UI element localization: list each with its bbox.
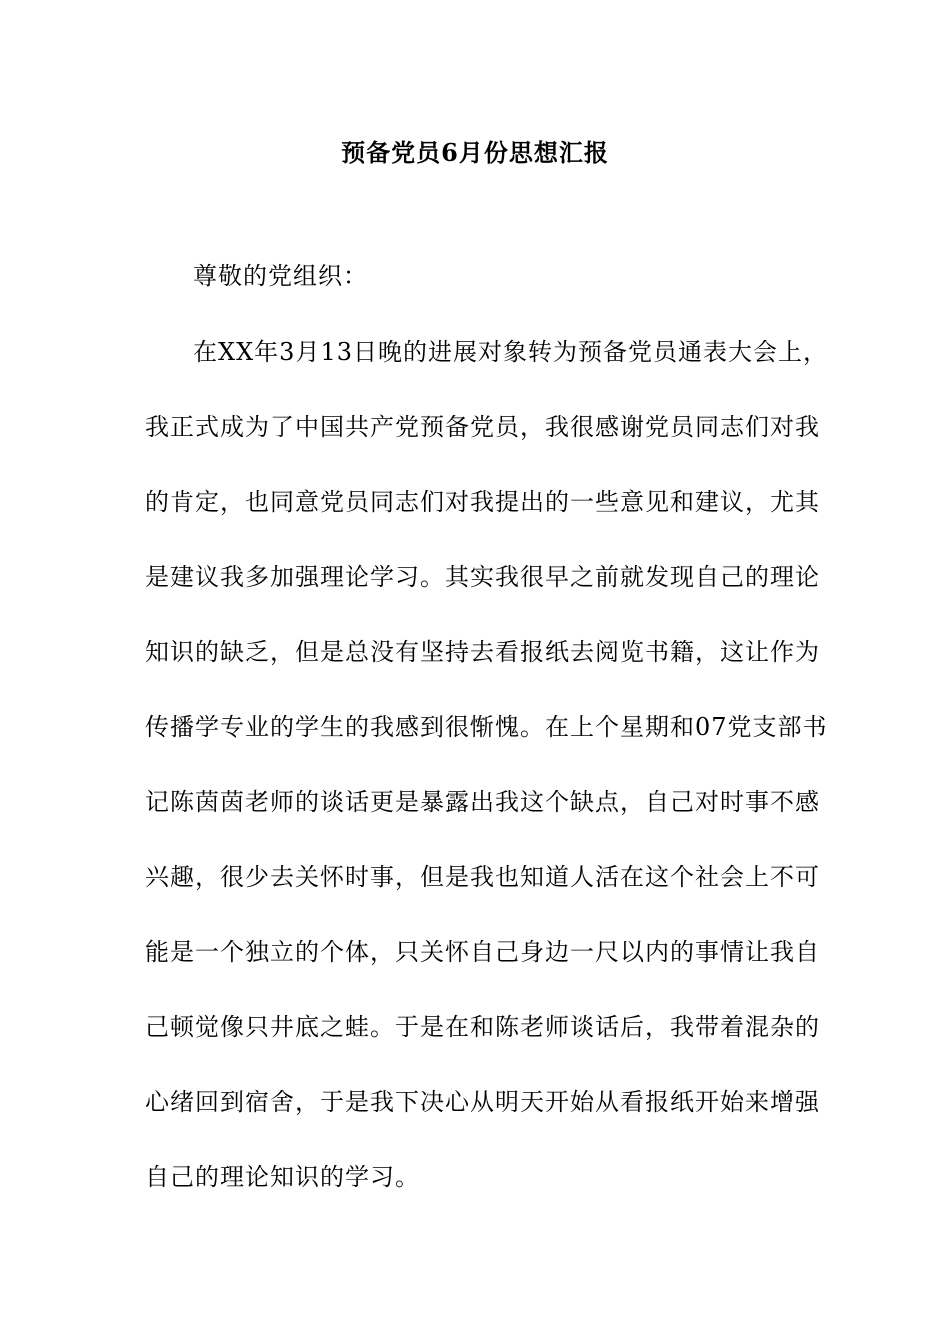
body-line: 我正式成为了中国共产党预备党员，我很感谢党员同志们对我 — [145, 413, 820, 441]
body-line: 自己的理论知识的学习。 — [145, 1163, 420, 1191]
body-line: 能是一个独立的个体，只关怀自己身边一尺以内的事情让我自 — [145, 938, 820, 966]
body-line: 传播学专业的学生的我感到很惭愧。在上个星期和07党支部书 — [145, 713, 828, 741]
document-title: 预备党员6月份思想汇报 — [341, 138, 609, 167]
salutation: 尊敬的党组织： — [193, 262, 368, 290]
body-line: 是建议我多加强理论学习。其实我很早之前就发现自己的理论 — [145, 563, 820, 591]
body-line: 心绪回到宿舍，于是我下决心从明天开始从看报纸开始来增强 — [145, 1088, 820, 1116]
body-line: 在XX年3月13日晚的进展对象转为预备党员通表大会上， — [193, 338, 828, 366]
body-line: 的肯定，也同意党员同志们对我提出的一些意见和建议，尤其 — [145, 488, 820, 516]
body-line: 己顿觉像只井底之蛙。于是在和陈老师谈话后，我带着混杂的 — [145, 1013, 820, 1041]
body-line: 记陈茵茵老师的谈话更是暴露出我这个缺点，自己对时事不感 — [145, 788, 820, 816]
body-line: 知识的缺乏，但是总没有坚持去看报纸去阅览书籍，这让作为 — [145, 638, 820, 666]
body-line: 兴趣，很少去关怀时事，但是我也知道人活在这个社会上不可 — [145, 863, 820, 891]
